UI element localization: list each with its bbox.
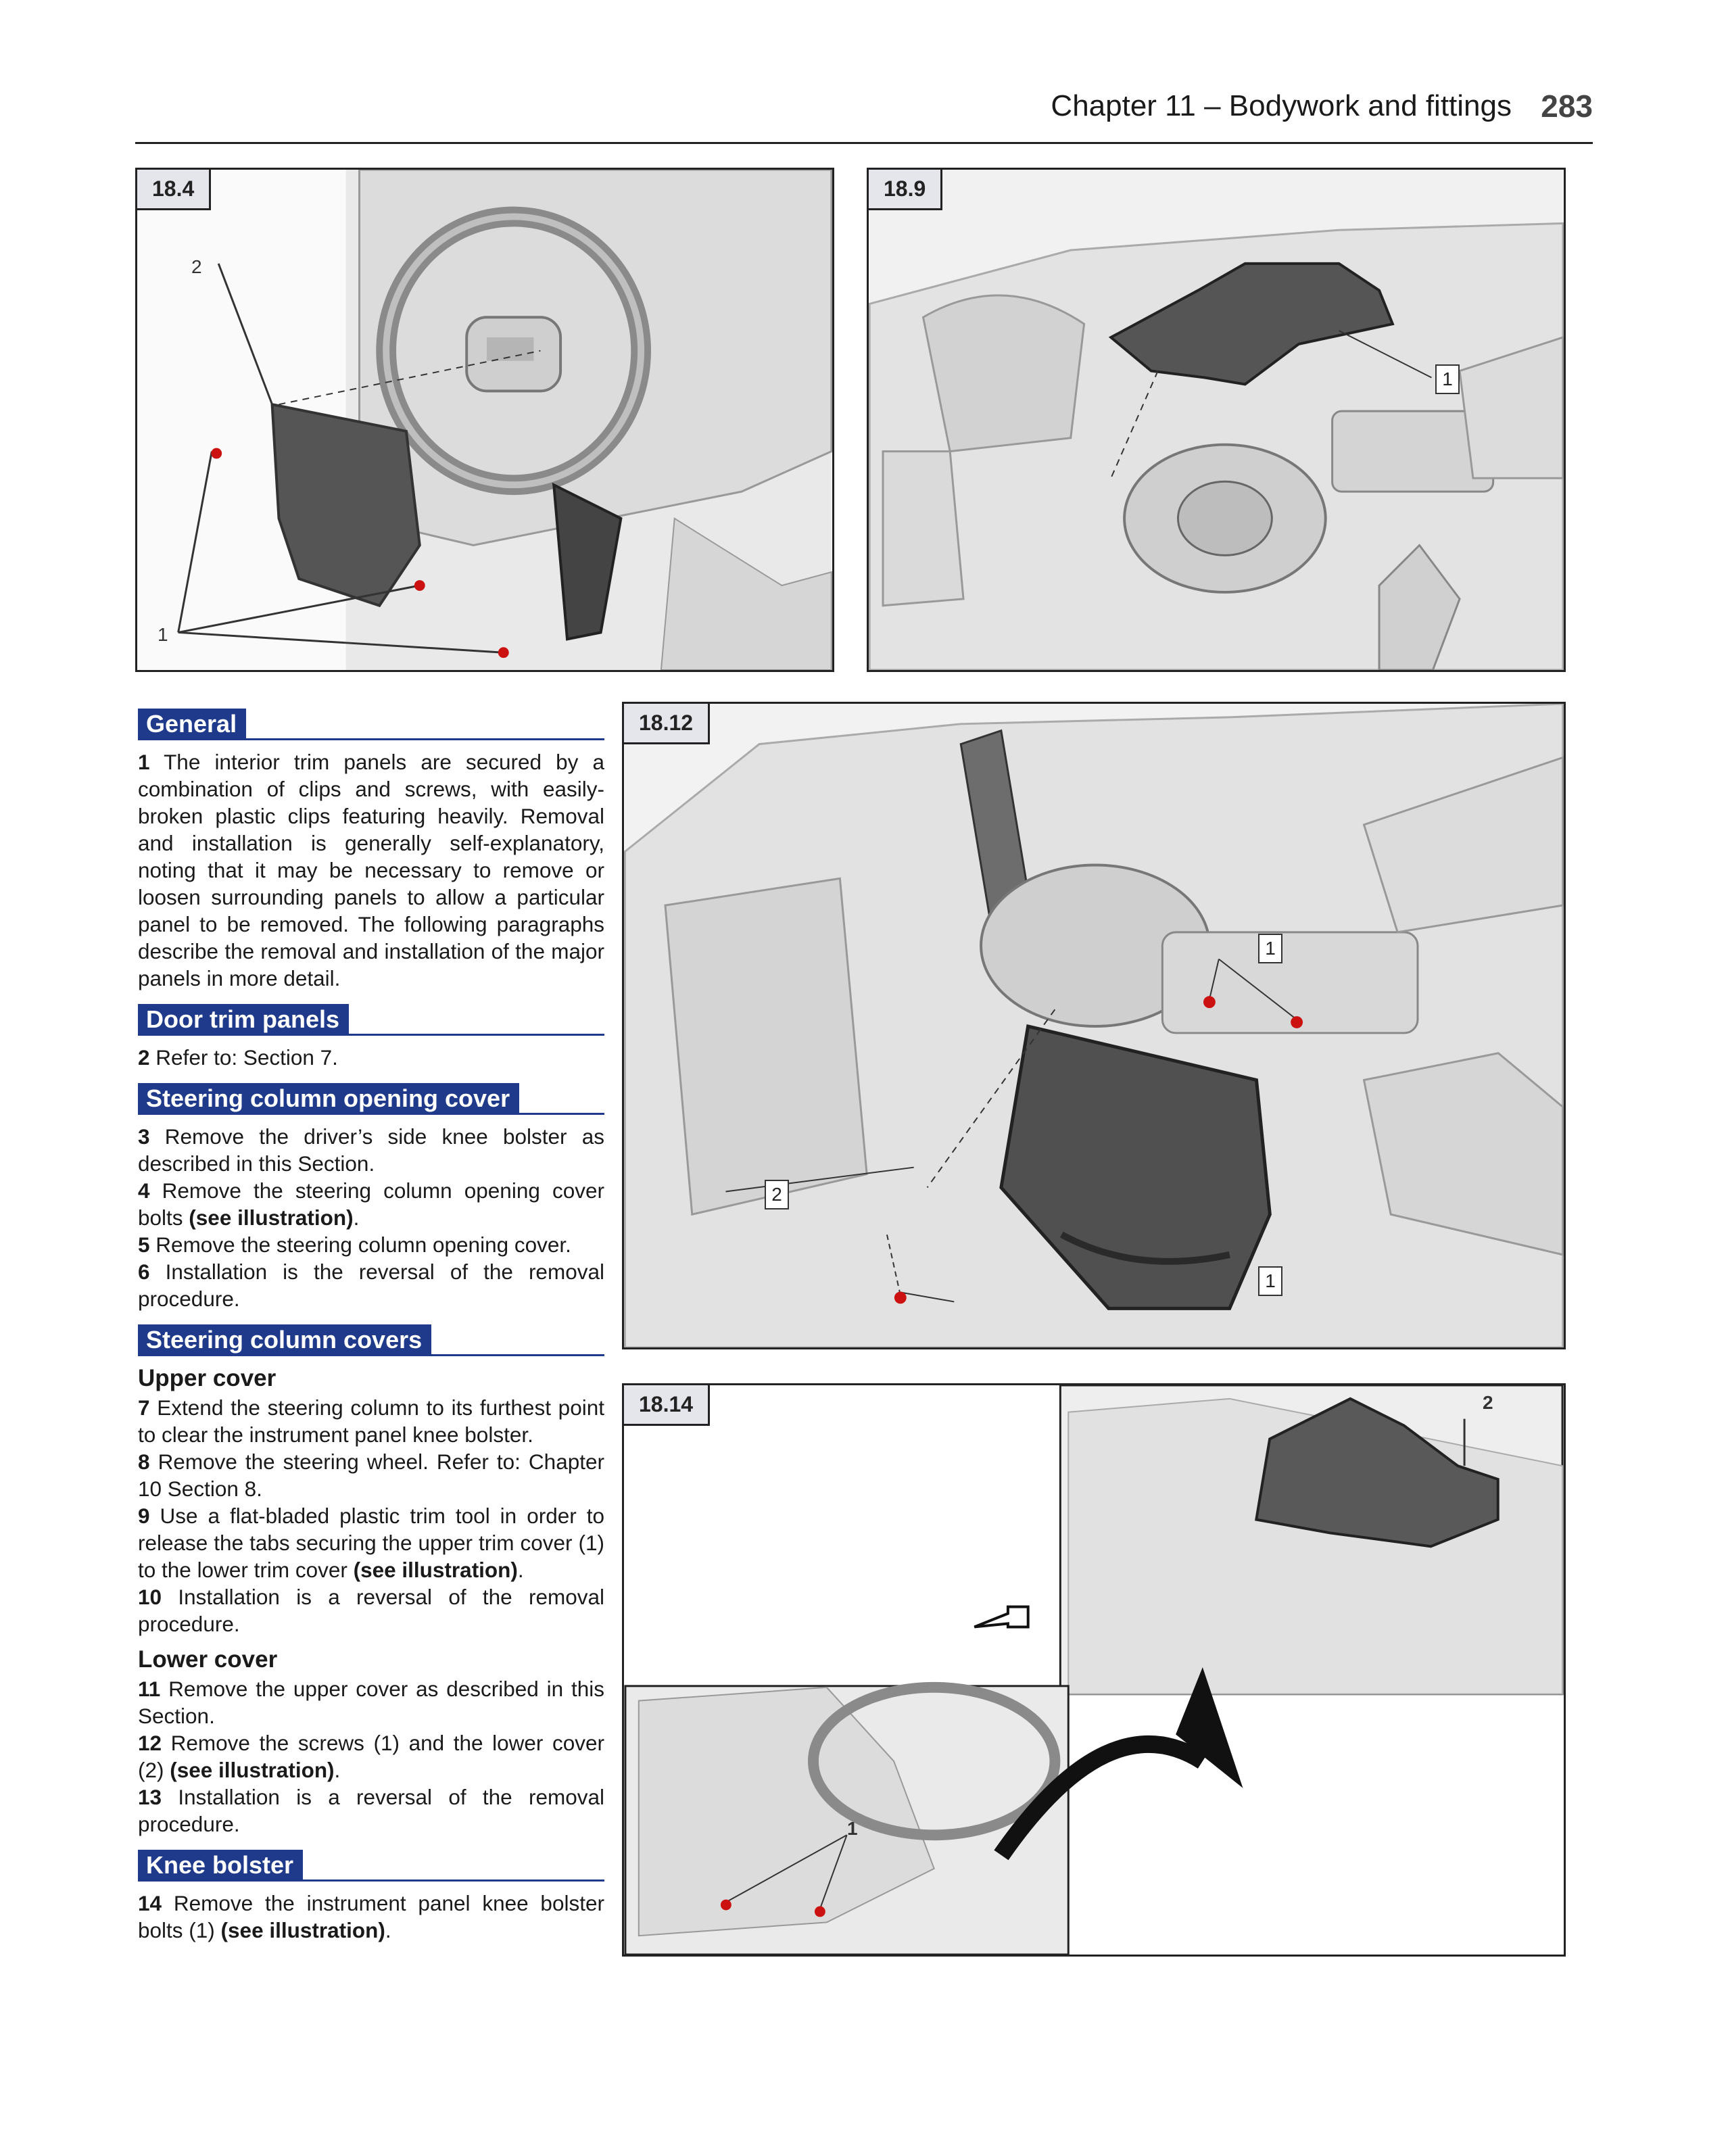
- knee-bolster-bolts-illustration: [624, 1385, 1564, 1955]
- section-heading-column-opening-cover: Steering column opening cover: [138, 1083, 604, 1115]
- figure-tag: 18.14: [624, 1385, 710, 1426]
- chapter-title: Chapter 11 – Bodywork and fittings: [1051, 89, 1512, 122]
- callout-2: 2: [1483, 1392, 1493, 1413]
- paragraph-1: 1 The interior trim panels are secured by a combination of clips and screws, with easily-broken plastic clips featuring heavily. Removal and installation is generally self-explanatory, noting that it may be necessary to remove or loosen surrounding panels to allow a particular panel to be removed. The following paragraphs describe the removal and installation of the major panels in more detail.: [138, 750, 604, 990]
- subheading-lower-cover: Lower cover: [138, 1646, 278, 1673]
- callout-1: 1: [1258, 1266, 1282, 1296]
- paragraph-13: 13 Installation is a reversal of the removal procedure.: [138, 1785, 604, 1836]
- callout-2: 2: [191, 256, 202, 277]
- paragraph-11: 11 Remove the upper cover as described in this Section.: [138, 1677, 604, 1728]
- paragraph-14: 14 Remove the instrument panel knee bolster bolts (1) (see illustration).: [138, 1891, 604, 1942]
- figure-18-4: [135, 168, 834, 672]
- paragraph-12: 12 Remove the screws (1) and the lower cover (2) (see illustration).: [138, 1731, 604, 1782]
- callout-2: 2: [765, 1180, 789, 1209]
- section-heading-door-trim: Door trim panels: [138, 1004, 604, 1036]
- steering-column-opening-cover-illustration: [869, 170, 1564, 670]
- callout-1: 1: [1258, 934, 1282, 963]
- paragraph-6: 6 Installation is the reversal of the removal procedure.: [138, 1260, 604, 1311]
- figure-18-14: [622, 1383, 1566, 1957]
- paragraph-3: 3 Remove the driver’s side knee bolster as described in this Section.: [138, 1124, 604, 1176]
- paragraph-2: 2 Refer to: Section 7.: [138, 1045, 338, 1070]
- subheading-upper-cover: Upper cover: [138, 1365, 277, 1391]
- callout-1: 1: [1435, 364, 1460, 394]
- steering-column-covers-illustration: [624, 704, 1564, 1347]
- figure-18-9: [867, 168, 1566, 672]
- paragraph-9: 9 Use a flat-bladed plastic trim tool in order to release the tabs securing the upper trim cover (1) to the lower trim cover (see illustration).: [138, 1504, 604, 1582]
- callout-1: 1: [158, 624, 168, 645]
- section-heading-general: General: [138, 709, 604, 740]
- text-column: [138, 709, 604, 1944]
- figure-tag: 18.12: [624, 704, 710, 744]
- section-heading-column-covers: Steering column covers: [138, 1324, 604, 1356]
- paragraph-8: 8 Remove the steering wheel. Refer to: Chapter 10 Section 8.: [138, 1450, 604, 1501]
- paragraph-4: 4 Remove the steering column opening cover bolts (see illustration).: [138, 1178, 604, 1230]
- paragraph-5: 5 Remove the steering column opening cover.: [138, 1232, 571, 1257]
- figure-tag: 18.9: [869, 170, 942, 210]
- paragraph-10: 10 Installation is a reversal of the removal procedure.: [138, 1585, 604, 1636]
- figure-tag: 18.4: [137, 170, 211, 210]
- page-number: 283: [1541, 89, 1593, 124]
- figure-18-12: [622, 702, 1566, 1349]
- paragraph-7: 7 Extend the steering column to its furthest point to clear the instrument panel knee bolster.: [138, 1395, 604, 1447]
- callout-1: 1: [847, 1818, 858, 1839]
- knee-bolster-illustration: [137, 170, 832, 670]
- running-header: [135, 81, 1593, 144]
- section-heading-knee-bolster: Knee bolster: [138, 1850, 604, 1882]
